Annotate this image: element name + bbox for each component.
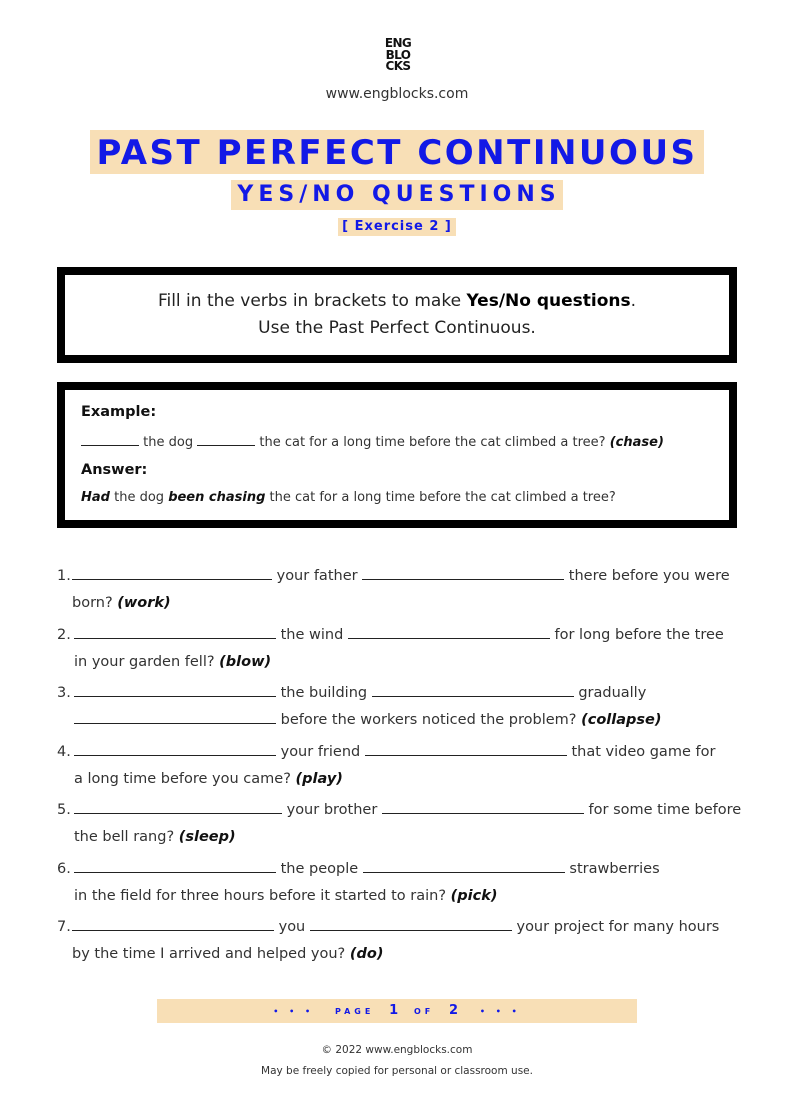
page-number: 1 — [389, 1003, 400, 1018]
example-box — [57, 382, 737, 528]
answer-blank[interactable] — [74, 637, 276, 639]
question-line: your brother for some time before — [74, 802, 741, 818]
question-line-2: by the time I arrived and helped you? (do) — [72, 946, 384, 962]
verb-hint: (collapse) — [581, 712, 662, 728]
page-word: PAGE — [334, 1007, 375, 1016]
answer-blank[interactable] — [310, 929, 512, 931]
logo-text-line: CKS — [385, 59, 411, 73]
verb-hint: (play) — [295, 771, 343, 787]
question-line: the building gradually — [74, 685, 646, 701]
answer-blank[interactable] — [348, 637, 550, 639]
verb-hint: (blow) — [219, 654, 272, 670]
verb-hint: (sleep) — [178, 829, 236, 845]
answer-sentence: Had the dog been chasing the cat for a long time before the cat climbed a tree? — [81, 490, 616, 505]
example-blank — [81, 444, 139, 446]
engblocks-logo — [380, 38, 416, 73]
question-line: the people strawberries — [74, 861, 660, 877]
exercise-label: [ Exercise 2 ] — [338, 218, 456, 236]
question-line-2: a long time before you came? (play) — [74, 771, 343, 787]
verb-hint: (pick) — [450, 888, 498, 904]
question-number: 5. — [57, 802, 71, 818]
instructions-line-2: Use the Past Perfect Continuous. — [258, 318, 536, 338]
question-number: 4. — [57, 744, 71, 760]
answer-blank[interactable] — [74, 722, 276, 724]
question-number: 7. — [57, 919, 71, 935]
answer-blank[interactable] — [72, 578, 272, 580]
page-title: PAST PERFECT CONTINUOUS — [90, 130, 703, 174]
answer-blank[interactable] — [365, 754, 567, 756]
question-number: 3. — [57, 685, 71, 701]
instructions-box — [57, 267, 737, 363]
answer-blank[interactable] — [362, 578, 564, 580]
site-url: www.engblocks.com — [325, 86, 469, 102]
of-word: OF — [413, 1007, 435, 1016]
answer-blank[interactable] — [382, 812, 584, 814]
dots-decoration: • • • — [273, 1007, 315, 1016]
question-line-2: in the field for three hours before it started to rain? (pick) — [74, 888, 498, 904]
verb-hint: (do) — [349, 946, 384, 962]
answer-blank[interactable] — [74, 695, 276, 697]
question-line-2: before the workers noticed the problem? (collapse) — [74, 712, 662, 728]
question-number: 6. — [57, 861, 71, 877]
question-line: the wind for long before the tree — [74, 627, 724, 643]
question-line-2: born? (work) — [72, 595, 171, 611]
answer-blank[interactable] — [74, 871, 276, 873]
question-number: 2. — [57, 627, 71, 643]
example-label: Example: — [81, 404, 157, 420]
page-total: 2 — [449, 1003, 460, 1018]
license-text: May be freely copied for personal or classroom use. — [261, 1065, 533, 1077]
answer-blank[interactable] — [74, 812, 282, 814]
copyright-text: © 2022 www.engblocks.com — [321, 1044, 473, 1056]
page-indicator — [157, 999, 637, 1023]
question-line-2: the bell rang? (sleep) — [74, 829, 236, 845]
example-hint: (chase) — [609, 435, 664, 450]
question-line-2: in your garden fell? (blow) — [74, 654, 272, 670]
question-line: your friend that video game for — [74, 744, 715, 760]
answer-blank[interactable] — [72, 929, 274, 931]
answer-blank[interactable] — [74, 754, 276, 756]
question-number: 1. — [57, 568, 71, 584]
instructions-line-1: Fill in the verbs in brackets to make Yes/No questions. — [157, 291, 637, 311]
question-line: you your project for many hours — [72, 919, 719, 935]
example-sentence: the dog the cat for a long time before the cat climbed a tree? (chase) — [81, 435, 664, 450]
dots-decoration: • • • — [479, 1007, 521, 1016]
answer-label: Answer: — [81, 462, 148, 478]
logo-text-line: BLO — [385, 47, 411, 62]
answer-blank[interactable] — [363, 871, 565, 873]
verb-hint: (work) — [117, 595, 171, 611]
example-blank — [197, 444, 255, 446]
logo-text-line: ENG — [384, 36, 412, 50]
answer-blank[interactable] — [372, 695, 574, 697]
question-line: your father there before you were — [72, 568, 730, 584]
page-subtitle: YES/NO QUESTIONS — [231, 180, 562, 210]
